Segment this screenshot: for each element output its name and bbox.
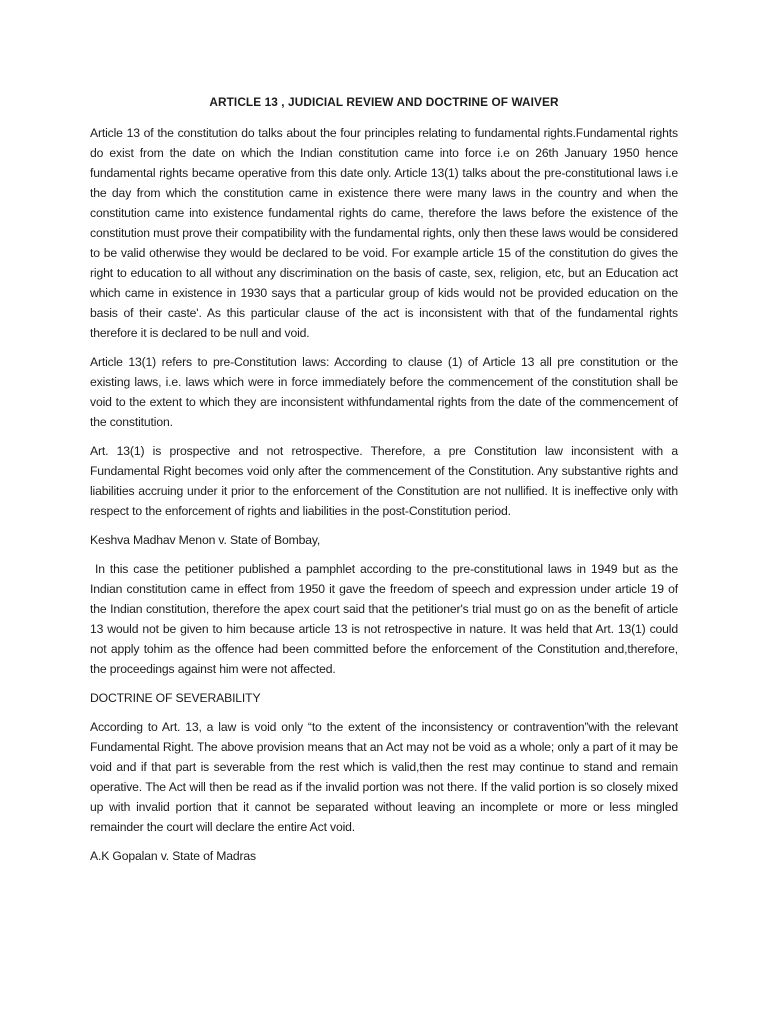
paragraph-keshva-case-details: In this case the petitioner published a pamphlet according to the pre-constitutional laws in 1949 but as the Indian constitution came in effect from 1950 it gave the freedom of speech and expression under article 19 of the Indian constitution, therefore the apex court said that the petitioner's trial must go on as the benefit of article 13 would not be given to him because article 13 is not retrospective in nature. It was held that Art. 13(1) could not apply tohim as the offence had been committed before the enforcement of the Constitution and,therefore, the proceedings against him were not affected. [90, 562, 682, 676]
case-heading-ak-gopalan: A.K Gopalan v. State of Madras [90, 849, 256, 863]
document-title: ARTICLE 13 , JUDICIAL REVIEW AND DOCTRINE OF WAIVER [209, 95, 559, 109]
paragraph-article-13-1-pre-constitution: Article 13(1) refers to pre-Constitution laws: According to clause (1) of Article 13 all pre constitution or the existing laws, i.e. laws which were in force immediately before the commencement of the constitution shall be void to the extent to which they are inconsistent withfundamental rights from the date of the commencement of the constitution. [90, 355, 678, 429]
paragraph-article-13-intro: Article 13 of the constitution do talks about the four principles relating to fundamental rights.Fundamental rights do exist from the date on which the Indian constitution came into force i.e on 26th January 1950 hence fundamental rights became operative from this date only. Article 13(1) talks about the pre-constitutional laws i.e the day from which the constitution came in existence there were many laws in the country and when the constitution came into existence fundamental rights do came, therefore the laws before the existence of the constitution must prove their compatibility with the fundamental rights, only then these laws would be considered to be valid otherwise they would be declared to be void. For example article 15 of the constitution do gives the right to education to all without any discrimination on the basis of caste, sex, religion, etc, but an Education act which came in existence in 1930 says that a particular group of kids would not be provided education on the basis of their caste'. As this particular clause of the act is inconsistent with that of the fundamental rights therefore it is declared to be null and void. [90, 126, 678, 340]
paragraph-severability-explanation: According to Art. 13, a law is void only “to the extent of the inconsistency or contravention”with the relevant Fundamental Right. The above provision means that an Act may not be void as a whole; only a part of it may be void and if that part is severable from the rest which is valid,then the rest may continue to stand and remain operative. The Act will then be read as if the invalid portion was not there. If the valid portion is so closely mixed up with invalid portion that it cannot be separated without leaving an incomplete or more or less mingled remainder the court will declare the entire Act void. [90, 720, 678, 834]
case-heading-keshva-madhav-menon: Keshva Madhav Menon v. State of Bombay, [90, 533, 321, 547]
paragraph-prospective-not-retrospective: Art. 13(1) is prospective and not retrospective. Therefore, a pre Constitution law inconsistent with a Fundamental Right becomes void only after the commencement of the Constitution. Any substantive rights and liabilities accruing under it prior to the enforcement of the Constitution are not nullified. It is ineffective only with respect to the enforcement of rights and liabilities in the post-Constitution period. [90, 444, 678, 518]
section-heading-doctrine-of-severability: DOCTRINE OF SEVERABILITY [90, 691, 261, 705]
